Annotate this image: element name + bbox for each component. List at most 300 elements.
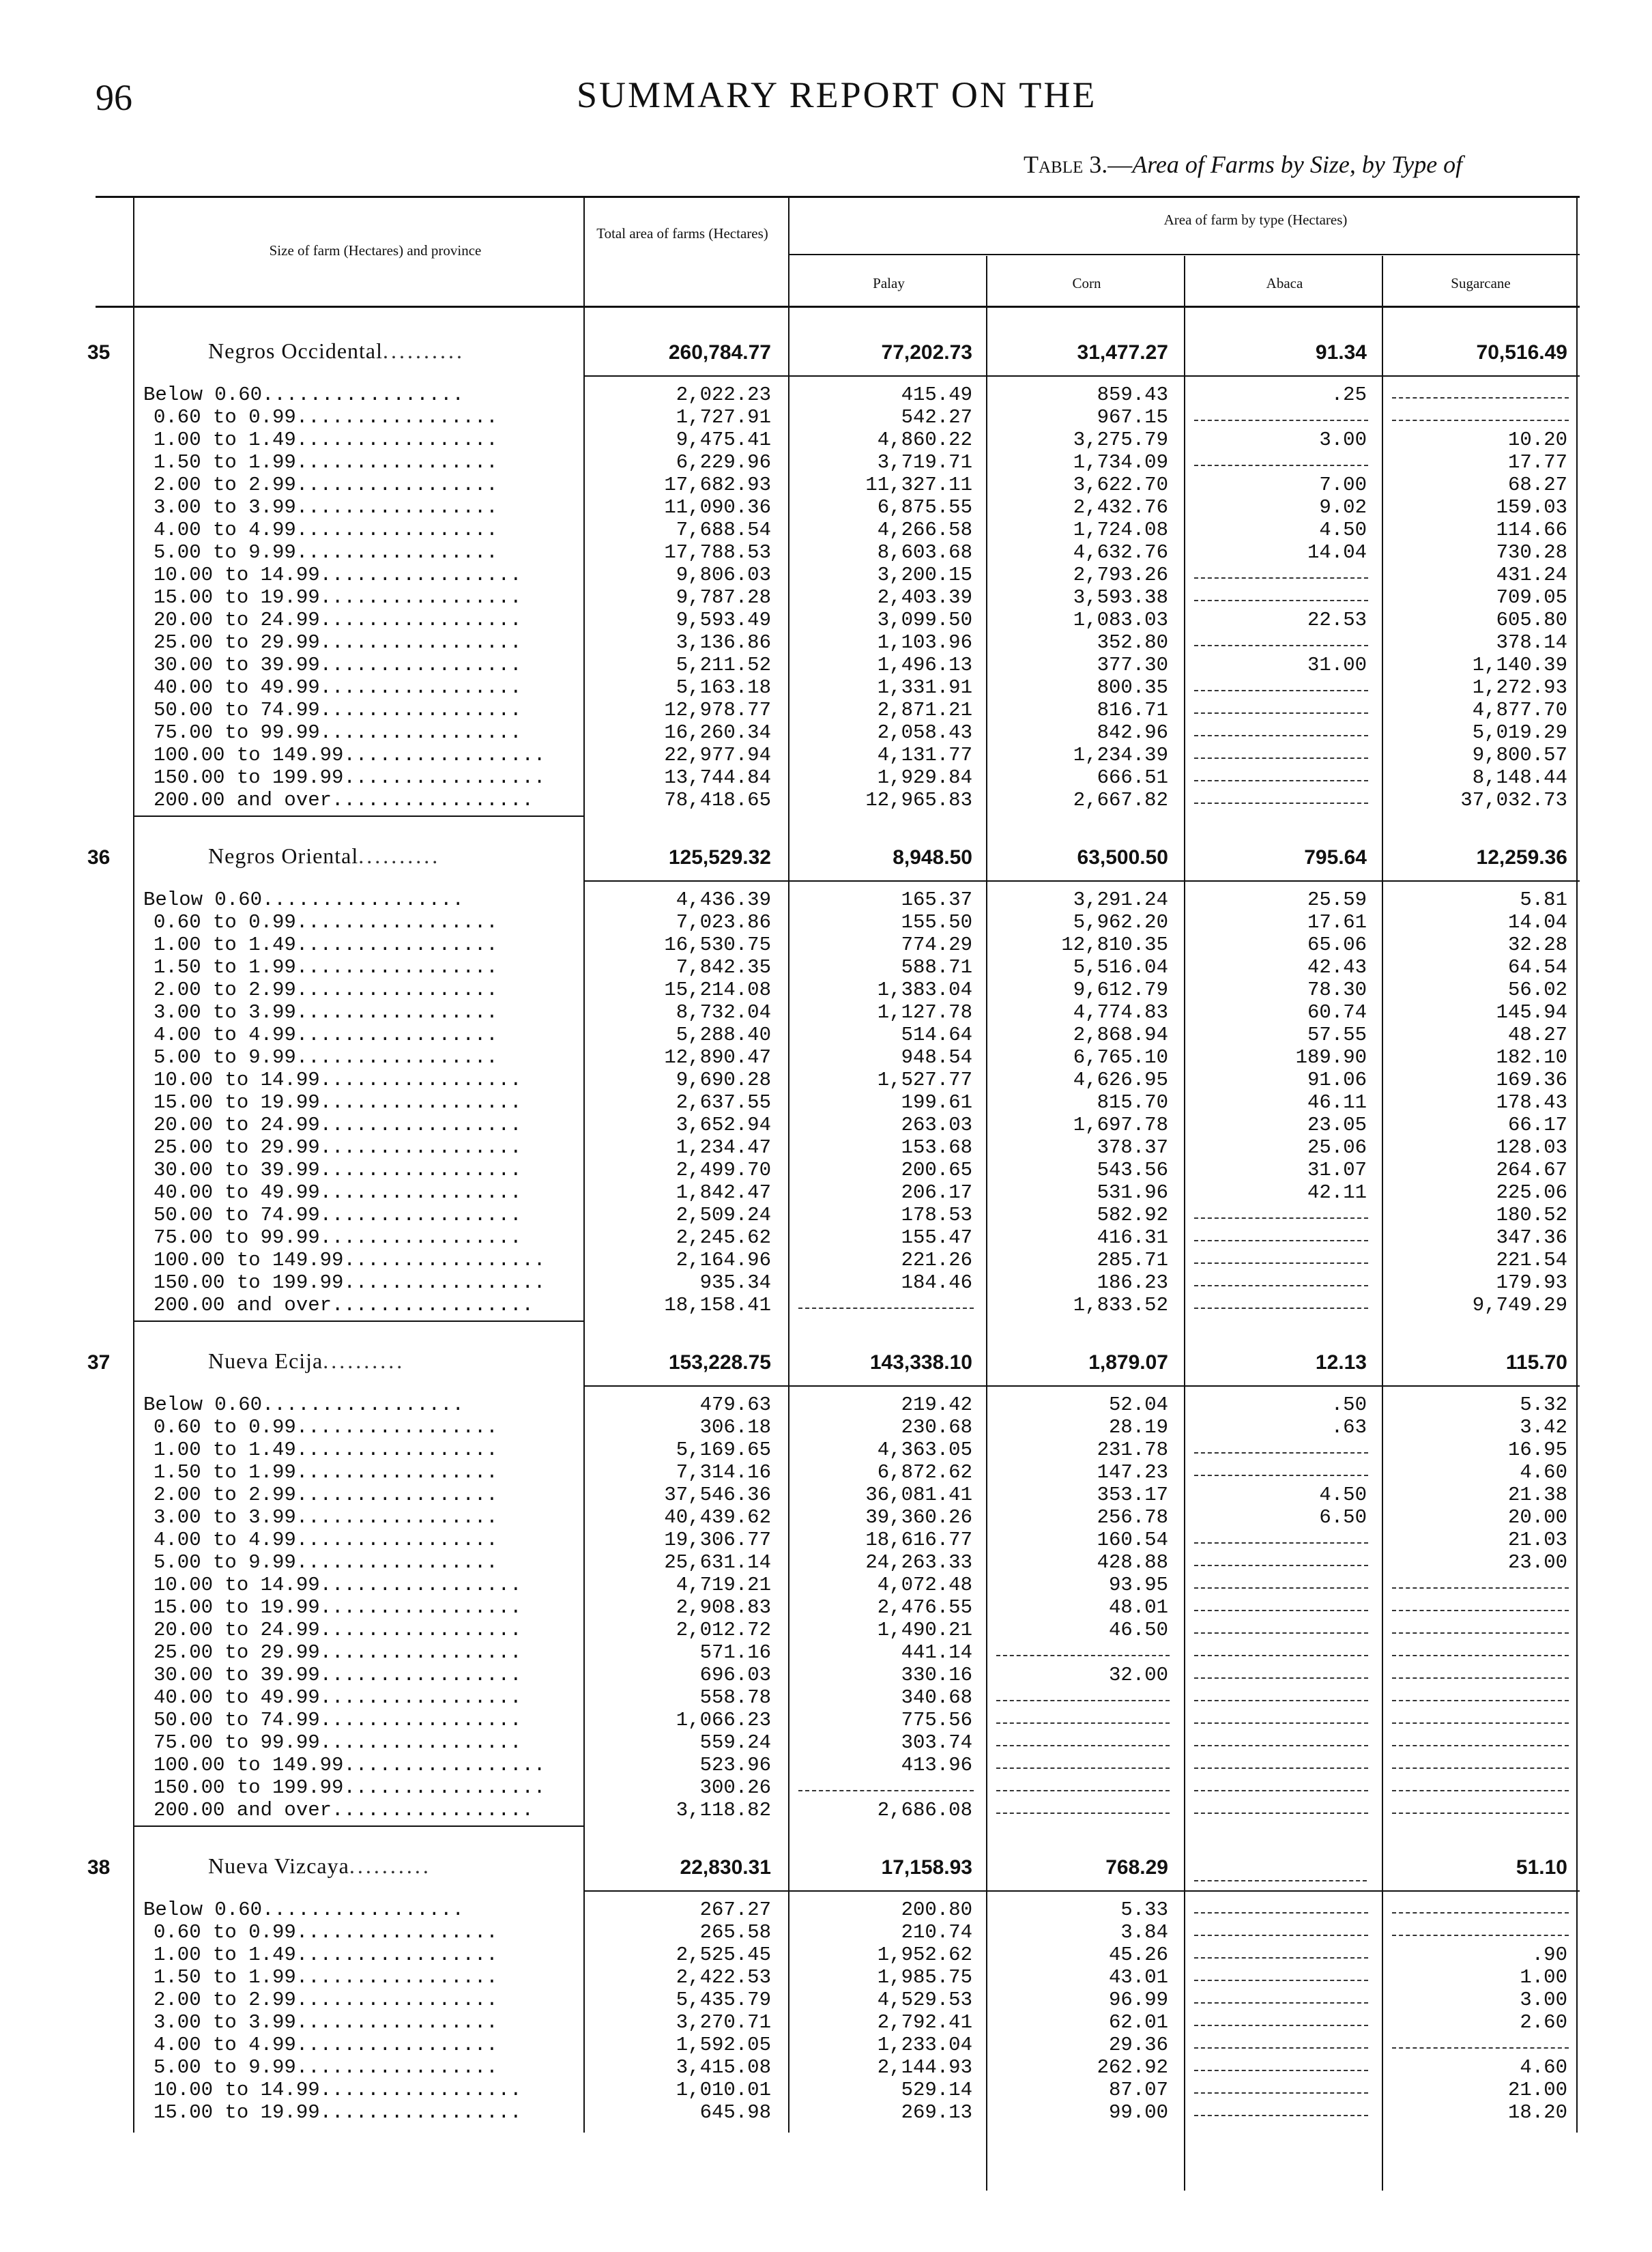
province-block-rule — [133, 1320, 583, 1322]
cell-total: 40,439.62 — [664, 1506, 771, 1529]
blank-dash — [1194, 420, 1368, 421]
cell-palay: 4,529.53 — [877, 1989, 972, 2011]
header-bottom-rule — [96, 306, 1580, 308]
cell-sugarcane: 48.27 — [1507, 1024, 1567, 1046]
blank-dash — [1392, 420, 1569, 421]
province-total-sugarcane: 70,516.49 — [1476, 341, 1567, 364]
size-class-label: 15.00 to 19.99................. — [154, 1091, 522, 1114]
blank-dash — [1392, 1935, 1569, 1936]
page-number: 96 — [96, 77, 132, 118]
header-sugarcane: Sugarcane — [1451, 275, 1511, 291]
cell-total: 18,158.41 — [664, 1294, 771, 1316]
table-caption-lead: Table 3.— — [1024, 151, 1133, 178]
blank-dash — [996, 1722, 1170, 1724]
cell-sugarcane: .90 — [1531, 1944, 1567, 1966]
cell-palay: 3,719.71 — [877, 451, 972, 474]
blank-dash — [1194, 1452, 1368, 1454]
cell-total: 7,023.86 — [676, 911, 771, 934]
blank-dash — [798, 1790, 974, 1791]
cell-total: 9,787.28 — [676, 586, 771, 609]
blank-dash — [1194, 1813, 1368, 1814]
cell-corn: 416.31 — [1097, 1226, 1168, 1249]
cell-corn: 147.23 — [1097, 1461, 1168, 1484]
size-class-label: 0.60 to 0.99................. — [154, 911, 498, 934]
size-class-label: 4.00 to 4.99................. — [154, 1024, 498, 1046]
cell-total: 16,530.75 — [664, 934, 771, 956]
size-class-label: 4.00 to 4.99................. — [154, 1529, 498, 1551]
cell-sugarcane: 1,140.39 — [1472, 654, 1567, 676]
size-class-label: 1.50 to 1.99................. — [154, 451, 498, 474]
cell-sugarcane: 730.28 — [1496, 541, 1567, 564]
cell-sugarcane: 128.03 — [1496, 1136, 1567, 1159]
cell-palay: 529.14 — [901, 2079, 972, 2101]
province-total-palay: 77,202.73 — [881, 341, 972, 364]
cell-corn: 2,432.76 — [1073, 496, 1168, 519]
cell-corn: 4,632.76 — [1073, 541, 1168, 564]
cell-corn: 2,667.82 — [1073, 789, 1168, 811]
province-block-rule — [133, 1825, 583, 1827]
blank-dash — [1392, 1790, 1569, 1791]
cell-corn: 46.50 — [1108, 1619, 1168, 1641]
header-total-area: Total area of farms (Hectares) — [596, 225, 768, 242]
province-number: 36 — [87, 846, 111, 869]
cell-sugarcane: 3.00 — [1520, 1989, 1567, 2011]
cell-corn: 2,868.94 — [1073, 1024, 1168, 1046]
size-class-label: 1.00 to 1.49................. — [154, 1439, 498, 1461]
cell-sugarcane: 264.67 — [1496, 1159, 1567, 1181]
blank-dash — [996, 1700, 1170, 1701]
cell-palay: 18,616.77 — [865, 1529, 972, 1551]
size-class-label: 3.00 to 3.99................. — [154, 2011, 498, 2034]
cell-corn: 4,626.95 — [1073, 1069, 1168, 1091]
cell-palay: 200.65 — [901, 1159, 972, 1181]
cell-palay: 413.96 — [901, 1754, 972, 1776]
province-total-corn: 768.29 — [1105, 1856, 1168, 1879]
cell-corn: 3,622.70 — [1073, 474, 1168, 496]
size-class-label: 1.00 to 1.49................. — [154, 934, 498, 956]
cell-corn: 1,734.09 — [1073, 451, 1168, 474]
cell-sugarcane: 4,877.70 — [1472, 699, 1567, 721]
cell-sugarcane: 3.42 — [1520, 1416, 1567, 1439]
size-class-label: 1.50 to 1.99................. — [154, 956, 498, 979]
blank-dash — [1194, 780, 1368, 781]
size-class-label: 50.00 to 74.99................. — [154, 1204, 522, 1226]
cell-corn: 2,793.26 — [1073, 564, 1168, 586]
province-total-rule — [583, 375, 1580, 377]
right-edge-rule — [1576, 198, 1578, 2133]
cell-palay: 155.50 — [901, 911, 972, 934]
cell-total: 17,788.53 — [664, 541, 771, 564]
cell-abaca: 189.90 — [1295, 1046, 1367, 1069]
cell-corn: 1,083.03 — [1073, 609, 1168, 631]
cell-abaca: 91.06 — [1307, 1069, 1367, 1091]
cell-abaca: 23.05 — [1307, 1114, 1367, 1136]
cell-total: 12,978.77 — [664, 699, 771, 721]
cell-palay: 178.53 — [901, 1204, 972, 1226]
blank-dash — [1194, 2002, 1368, 2004]
cell-corn: 967.15 — [1097, 406, 1168, 429]
size-class-label: 50.00 to 74.99................. — [154, 1709, 522, 1731]
cell-corn: 256.78 — [1097, 1506, 1168, 1529]
header-area-by-type: Area of farm by type (Hectares) — [1163, 212, 1348, 228]
blank-dash — [1194, 1587, 1368, 1589]
header-palay: Palay — [873, 275, 905, 291]
cell-total: 2,499.70 — [676, 1159, 771, 1181]
size-class-label: 15.00 to 19.99................. — [154, 2101, 522, 2124]
cell-total: 479.63 — [699, 1394, 771, 1416]
blank-dash — [1194, 1565, 1368, 1566]
cell-corn: 62.01 — [1108, 2011, 1168, 2034]
cell-corn: 377.30 — [1097, 654, 1168, 676]
size-class-label: 15.00 to 19.99................. — [154, 586, 522, 609]
cell-sugarcane: 23.00 — [1507, 1551, 1567, 1574]
blank-dash — [1392, 1745, 1569, 1746]
cell-palay: 230.68 — [901, 1416, 972, 1439]
cell-palay: 6,875.55 — [877, 496, 972, 519]
size-class-label: 10.00 to 14.99................. — [154, 1069, 522, 1091]
blank-dash — [1194, 1790, 1368, 1791]
cell-abaca: 14.04 — [1307, 541, 1367, 564]
cell-abaca: 17.61 — [1307, 911, 1367, 934]
blank-dash — [1194, 2092, 1368, 2094]
leader-dots: .......... — [358, 843, 441, 868]
label-column-rule — [133, 198, 134, 2133]
size-class-label: 0.60 to 0.99................. — [154, 406, 498, 429]
cell-total: 2,525.45 — [676, 1944, 771, 1966]
cell-palay: 2,871.21 — [877, 699, 972, 721]
cell-palay: 775.56 — [901, 1709, 972, 1731]
cell-sugarcane: 4.60 — [1520, 1461, 1567, 1484]
size-class-label: 100.00 to 149.99................. — [154, 744, 546, 766]
cell-total: 12,890.47 — [664, 1046, 771, 1069]
cell-corn: 842.96 — [1097, 721, 1168, 744]
province-total-corn: 1,879.07 — [1088, 1351, 1168, 1374]
blank-dash — [1194, 712, 1368, 714]
size-class-label: 5.00 to 9.99................. — [154, 2056, 498, 2079]
cell-total: 19,306.77 — [664, 1529, 771, 1551]
cell-corn: 29.36 — [1108, 2034, 1168, 2056]
header-abaca: Abaca — [1266, 275, 1303, 291]
blank-dash — [1194, 1542, 1368, 1544]
size-class-label: 200.00 and over................. — [154, 789, 534, 811]
size-class-label: 0.60 to 0.99................. — [154, 1416, 498, 1439]
blank-dash — [1194, 1285, 1368, 1286]
cell-total: 2,422.53 — [676, 1966, 771, 1989]
cell-total: 696.03 — [699, 1664, 771, 1686]
cell-total: 8,732.04 — [676, 1001, 771, 1024]
cell-palay: 2,792.41 — [877, 2011, 972, 2034]
province-name: Nueva Vizcaya.......... — [208, 1853, 431, 1878]
cell-corn: 52.04 — [1108, 1394, 1168, 1416]
blank-dash — [996, 1813, 1170, 1814]
cell-sugarcane: 1.00 — [1520, 1966, 1567, 1989]
province-total-total: 125,529.32 — [668, 846, 771, 869]
size-class-label: 25.00 to 29.99................. — [154, 1641, 522, 1664]
cell-total: 4,719.21 — [676, 1574, 771, 1596]
cell-total: 2,637.55 — [676, 1091, 771, 1114]
blank-dash — [1392, 1632, 1569, 1634]
cell-corn: 99.00 — [1108, 2101, 1168, 2124]
cell-sugarcane: 169.36 — [1496, 1069, 1567, 1091]
cell-palay: 221.26 — [901, 1249, 972, 1271]
cell-total: 3,652.94 — [676, 1114, 771, 1136]
cell-abaca: 57.55 — [1307, 1024, 1367, 1046]
blank-dash — [1392, 1677, 1569, 1679]
cell-total: 1,234.47 — [676, 1136, 771, 1159]
cell-palay: 36,081.41 — [865, 1484, 972, 1506]
blank-dash — [1392, 2047, 1569, 2049]
cell-total: 306.18 — [699, 1416, 771, 1439]
table-top-rule — [96, 196, 1580, 198]
cell-total: 1,842.47 — [676, 1181, 771, 1204]
blank-dash — [996, 1790, 1170, 1791]
cell-sugarcane: 18.20 — [1507, 2101, 1567, 2124]
cell-sugarcane: 56.02 — [1507, 979, 1567, 1001]
cell-sugarcane: 20.00 — [1507, 1506, 1567, 1529]
cell-total: 15,214.08 — [664, 979, 771, 1001]
size-class-label: 3.00 to 3.99................. — [154, 1001, 498, 1024]
size-class-label: 20.00 to 24.99................. — [154, 1619, 522, 1641]
cell-palay: 4,266.58 — [877, 519, 972, 541]
cell-total: 1,727.91 — [676, 406, 771, 429]
cell-palay: 165.37 — [901, 889, 972, 911]
size-class-label: 20.00 to 24.99................. — [154, 1114, 522, 1136]
blank-dash — [1194, 1655, 1368, 1656]
cell-palay: 269.13 — [901, 2101, 972, 2124]
cell-abaca: 7.00 — [1319, 474, 1367, 496]
cell-sugarcane: 2.60 — [1520, 2011, 1567, 2034]
province-total-rule — [583, 1890, 1580, 1892]
cell-corn: 378.37 — [1097, 1136, 1168, 1159]
size-class-label: 15.00 to 19.99................. — [154, 1596, 522, 1619]
cell-abaca: 4.50 — [1319, 519, 1367, 541]
cell-sugarcane: 68.27 — [1507, 474, 1567, 496]
blank-dash — [1194, 1935, 1368, 1936]
cell-total: 16,260.34 — [664, 721, 771, 744]
cell-corn: 93.95 — [1108, 1574, 1168, 1596]
cell-total: 1,010.01 — [676, 2079, 771, 2101]
cell-total: 5,435.79 — [676, 1989, 771, 2011]
cell-palay: 153.68 — [901, 1136, 972, 1159]
blank-dash — [1194, 1980, 1368, 1981]
cell-sugarcane: 182.10 — [1496, 1046, 1567, 1069]
blank-dash — [1194, 2047, 1368, 2049]
cell-total: 7,842.35 — [676, 956, 771, 979]
blank-dash — [1194, 1217, 1368, 1219]
size-class-label: 4.00 to 4.99................. — [154, 519, 498, 541]
cell-corn: 859.43 — [1097, 384, 1168, 406]
blank-dash — [996, 1745, 1170, 1746]
size-class-label: 1.00 to 1.49................. — [154, 429, 498, 451]
cell-sugarcane: 5,019.29 — [1472, 721, 1567, 744]
size-class-label: 50.00 to 74.99................. — [154, 699, 522, 721]
cell-total: 935.34 — [699, 1271, 771, 1294]
cell-sugarcane: 21.38 — [1507, 1484, 1567, 1506]
cell-palay: 206.17 — [901, 1181, 972, 1204]
size-class-label: 30.00 to 39.99................. — [154, 654, 522, 676]
cell-total: 11,090.36 — [664, 496, 771, 519]
cell-palay: 2,144.93 — [877, 2056, 972, 2079]
cell-corn: 352.80 — [1097, 631, 1168, 654]
cell-palay: 330.16 — [901, 1664, 972, 1686]
size-class-label: 3.00 to 3.99................. — [154, 496, 498, 519]
size-class-label: 30.00 to 39.99................. — [154, 1159, 522, 1181]
blank-dash — [1392, 1610, 1569, 1611]
size-class-label: 75.00 to 99.99................. — [154, 1731, 522, 1754]
cell-total: 37,546.36 — [664, 1484, 771, 1506]
blank-dash — [1392, 397, 1569, 399]
cell-palay: 441.14 — [901, 1641, 972, 1664]
blank-dash — [1392, 1655, 1569, 1656]
cell-palay: 1,331.91 — [877, 676, 972, 699]
cell-total: 300.26 — [699, 1776, 771, 1799]
cell-sugarcane: 180.52 — [1496, 1204, 1567, 1226]
cell-palay: 3,099.50 — [877, 609, 972, 631]
cell-palay: 200.80 — [901, 1899, 972, 1921]
cell-corn: 285.71 — [1097, 1249, 1168, 1271]
cell-sugarcane: 221.54 — [1496, 1249, 1567, 1271]
blank-dash — [1194, 1957, 1368, 1959]
cell-palay: 4,363.05 — [877, 1439, 972, 1461]
cell-palay: 184.46 — [901, 1271, 972, 1294]
size-class-label: 150.00 to 199.99................. — [154, 766, 546, 789]
blank-dash — [996, 1767, 1170, 1769]
cell-total: 2,245.62 — [676, 1226, 771, 1249]
cell-abaca: 25.06 — [1307, 1136, 1367, 1159]
province-total-palay: 8,948.50 — [893, 846, 972, 869]
blank-dash — [1194, 2025, 1368, 2026]
cell-abaca: 46.11 — [1307, 1091, 1367, 1114]
cell-palay: 11,327.11 — [865, 474, 972, 496]
cell-corn: 1,234.39 — [1073, 744, 1168, 766]
cell-palay: 415.49 — [901, 384, 972, 406]
cell-sugarcane: 225.06 — [1496, 1181, 1567, 1204]
cell-corn: 32.00 — [1108, 1664, 1168, 1686]
cell-corn: 1,724.08 — [1073, 519, 1168, 541]
size-class-label: 200.00 and over................. — [154, 1294, 534, 1316]
cell-total: 571.16 — [699, 1641, 771, 1664]
province-total-total: 153,228.75 — [668, 1351, 771, 1374]
cell-sugarcane: 9,800.57 — [1472, 744, 1567, 766]
palay-column-rule — [788, 198, 789, 2133]
size-class-label: 150.00 to 199.99................. — [154, 1271, 546, 1294]
blank-dash — [1194, 1240, 1368, 1241]
cell-corn: 5,962.20 — [1073, 911, 1168, 934]
province-total-abaca: 12.13 — [1315, 1351, 1367, 1374]
cell-corn: 262.92 — [1097, 2056, 1168, 2079]
cell-corn: 1,833.52 — [1073, 1294, 1168, 1316]
size-class-label: 10.00 to 14.99................. — [154, 1574, 522, 1596]
cell-palay: 774.29 — [901, 934, 972, 956]
cell-sugarcane: 179.93 — [1496, 1271, 1567, 1294]
size-class-label: 5.00 to 9.99................. — [154, 1046, 498, 1069]
size-class-label: 2.00 to 2.99................. — [154, 1484, 498, 1506]
size-class-label: 2.00 to 2.99................. — [154, 1989, 498, 2011]
cell-palay: 24,263.33 — [865, 1551, 972, 1574]
cell-palay: 219.42 — [901, 1394, 972, 1416]
province-total-palay: 17,158.93 — [881, 1856, 972, 1879]
cell-corn: 3,275.79 — [1073, 429, 1168, 451]
cell-total: 7,314.16 — [676, 1461, 771, 1484]
cell-palay: 4,131.77 — [877, 744, 972, 766]
cell-total: 523.96 — [699, 1754, 771, 1776]
province-block-rule — [133, 815, 583, 817]
cell-palay: 1,527.77 — [877, 1069, 972, 1091]
cell-corn: 816.71 — [1097, 699, 1168, 721]
cell-corn: 543.56 — [1097, 1159, 1168, 1181]
cell-abaca: 78.30 — [1307, 979, 1367, 1001]
cell-palay: 514.64 — [901, 1024, 972, 1046]
cell-sugarcane: 5.32 — [1520, 1394, 1567, 1416]
size-class-label: 0.60 to 0.99................. — [154, 1921, 498, 1944]
cell-abaca: 42.11 — [1307, 1181, 1367, 1204]
header-size-province: Size of farm (Hectares) and province — [269, 242, 482, 259]
cell-palay: 2,403.39 — [877, 586, 972, 609]
size-class-label: 1.00 to 1.49................. — [154, 1944, 498, 1966]
cell-total: 9,806.03 — [676, 564, 771, 586]
size-class-label: 5.00 to 9.99................. — [154, 541, 498, 564]
blank-dash — [1392, 1700, 1569, 1701]
type-subheader-rule — [788, 254, 1580, 255]
size-class-label: 10.00 to 14.99................. — [154, 564, 522, 586]
cell-palay: 4,860.22 — [877, 429, 972, 451]
province-total-palay: 143,338.10 — [869, 1351, 972, 1374]
blank-dash — [1392, 1912, 1569, 1914]
leader-dots: .......... — [383, 338, 465, 363]
header-corn: Corn — [1072, 275, 1101, 291]
cell-corn: 96.99 — [1108, 1989, 1168, 2011]
cell-total: 78,418.65 — [664, 789, 771, 811]
cell-total: 9,475.41 — [676, 429, 771, 451]
blank-dash — [1194, 1308, 1368, 1309]
cell-corn: 4,774.83 — [1073, 1001, 1168, 1024]
cell-corn: 6,765.10 — [1073, 1046, 1168, 1069]
cell-total: 1,592.05 — [676, 2034, 771, 2056]
province-total-total: 22,830.31 — [680, 1856, 771, 1879]
cell-corn: 186.23 — [1097, 1271, 1168, 1294]
blank-dash — [1194, 1610, 1368, 1611]
province-total-corn: 31,477.27 — [1077, 341, 1168, 364]
province-name: Negros Oriental.......... — [208, 843, 441, 868]
cell-palay: 1,103.96 — [877, 631, 972, 654]
size-class-label: Below 0.60................. — [143, 1899, 464, 1921]
blank-dash — [1194, 803, 1368, 804]
cell-total: 2,022.23 — [676, 384, 771, 406]
blank-dash — [1194, 1745, 1368, 1746]
corn-column-rule — [986, 256, 987, 2191]
cell-sugarcane: 431.24 — [1496, 564, 1567, 586]
size-class-label: 2.00 to 2.99................. — [154, 474, 498, 496]
cell-palay: 4,072.48 — [877, 1574, 972, 1596]
cell-total: 17,682.93 — [664, 474, 771, 496]
cell-total: 7,688.54 — [676, 519, 771, 541]
size-class-label: Below 0.60................. — [143, 889, 464, 911]
size-class-label: Below 0.60................. — [143, 1394, 464, 1416]
cell-palay: 1,383.04 — [877, 979, 972, 1001]
cell-palay: 1,929.84 — [877, 766, 972, 789]
cell-palay: 1,496.13 — [877, 654, 972, 676]
cell-sugarcane: 64.54 — [1507, 956, 1567, 979]
size-class-label: 25.00 to 29.99................. — [154, 631, 522, 654]
cell-palay: 12,965.83 — [865, 789, 972, 811]
province-name: Negros Occidental.......... — [208, 338, 465, 363]
cell-sugarcane: 159.03 — [1496, 496, 1567, 519]
cell-sugarcane: 378.14 — [1496, 631, 1567, 654]
cell-sugarcane: 37,032.73 — [1460, 789, 1567, 811]
cell-palay: 2,476.55 — [877, 1596, 972, 1619]
table-caption — [1024, 150, 1462, 179]
province-number: 35 — [87, 341, 111, 364]
